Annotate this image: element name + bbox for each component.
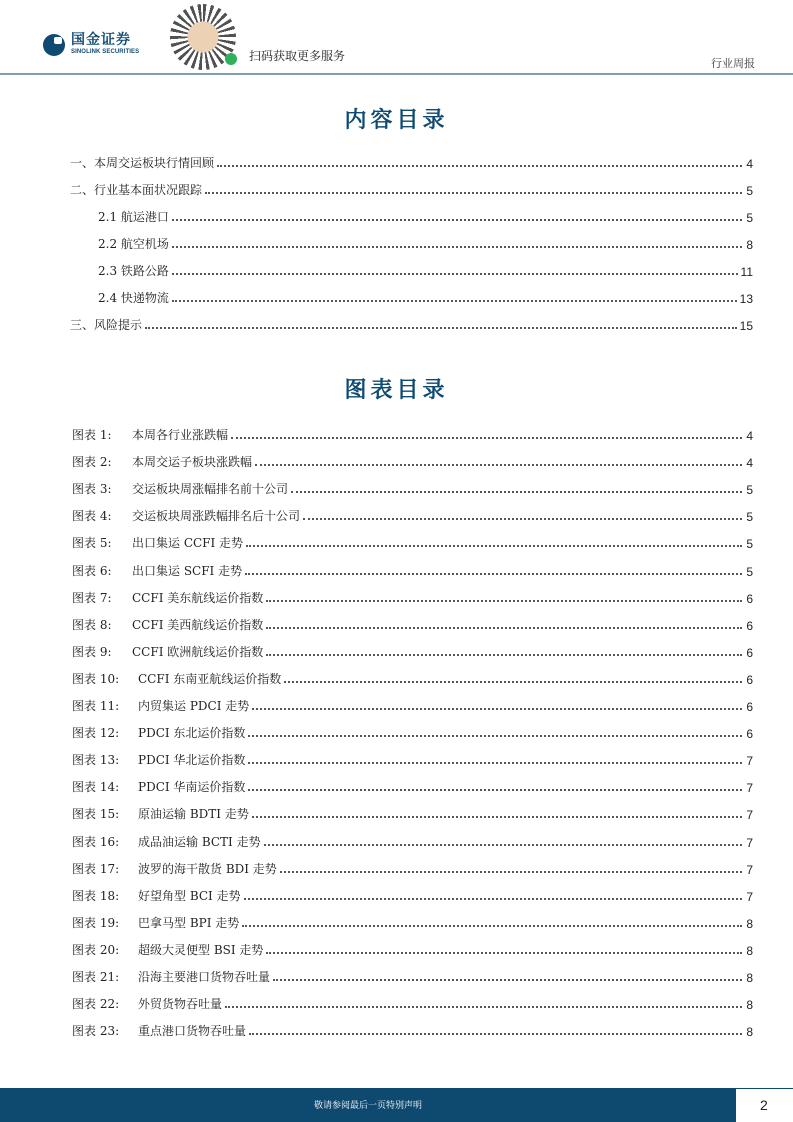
figure-entry[interactable] <box>72 777 753 795</box>
figure-entry[interactable] <box>72 994 753 1012</box>
figure-entry[interactable] <box>72 750 753 768</box>
figure-title: 巴拿马型 BPI 走势 <box>138 916 240 930</box>
figure-number: 图表 6: <box>72 564 112 578</box>
figure-page: 4 <box>746 456 753 470</box>
dot-leader <box>246 545 742 547</box>
sinolink-logo <box>43 33 139 56</box>
logo-text <box>71 33 139 56</box>
figure-entry[interactable] <box>72 913 753 931</box>
figure-title: 交运板块周涨幅排名前十公司 <box>132 482 289 496</box>
figure-title: 交运板块周涨跌幅排名后十公司 <box>132 509 301 523</box>
toc-entry-label: 2.1 航运港口 <box>98 210 169 224</box>
figure-entry[interactable] <box>72 561 753 579</box>
toc-entry-page: 11 <box>740 265 753 279</box>
dot-leader <box>284 681 742 683</box>
figure-page: 8 <box>746 1025 753 1039</box>
figure-title: CCFI 美东航线运价指数 <box>132 591 264 605</box>
figure-title: PDCI 东北运价指数 <box>138 726 246 740</box>
footer-divider <box>736 1088 793 1089</box>
figure-number: 图表 20: <box>72 943 120 957</box>
figure-number: 图表 5: <box>72 536 112 550</box>
figure-page: 7 <box>746 863 753 877</box>
toc-entry[interactable] <box>98 288 753 306</box>
dot-leader <box>266 654 742 656</box>
dot-leader <box>266 627 742 629</box>
dot-leader <box>248 762 742 764</box>
sinolink-logo-icon <box>43 34 65 56</box>
toc-entry-page: 8 <box>746 238 753 252</box>
toc-entry-page: 13 <box>739 292 753 306</box>
toc-entry-page: 5 <box>746 184 753 198</box>
toc-entry[interactable] <box>98 207 753 225</box>
figure-number: 图表 11: <box>72 699 120 713</box>
figure-entry[interactable] <box>72 940 753 958</box>
toc-entry[interactable] <box>70 180 753 198</box>
figure-page: 5 <box>746 565 753 579</box>
figure-page: 5 <box>746 510 753 524</box>
figure-number: 图表 3: <box>72 482 112 496</box>
logo-chinese-name: 国金证券 <box>71 32 131 48</box>
dot-leader <box>266 952 742 954</box>
figure-title: CCFI 欧洲航线运价指数 <box>132 645 264 659</box>
dot-leader <box>172 273 738 275</box>
dot-leader <box>231 437 742 439</box>
figure-entry[interactable] <box>72 588 753 606</box>
figure-title: PDCI 华北运价指数 <box>138 753 246 767</box>
figure-title: 超级大灵便型 BSI 走势 <box>138 943 264 957</box>
figure-entry[interactable] <box>72 886 753 904</box>
figure-page: 7 <box>746 836 753 850</box>
figure-number: 图表 18: <box>72 889 120 903</box>
figure-title: 本周交运子板块涨跌幅 <box>132 455 253 469</box>
figure-title: 外贸货物吞吐量 <box>138 997 223 1011</box>
figure-page: 8 <box>746 944 753 958</box>
dot-leader <box>145 327 737 329</box>
dot-leader <box>225 1006 742 1008</box>
toc-entry-label: 一、本周交运板块行情回顾 <box>70 156 215 170</box>
figure-page: 5 <box>746 483 753 497</box>
qr-caption: 扫码获取更多服务 <box>249 49 346 63</box>
figure-entry[interactable] <box>72 506 753 524</box>
toc-entry[interactable] <box>98 261 753 279</box>
figure-entry[interactable] <box>72 859 753 877</box>
figure-title: CCFI 东南亚航线运价指数 <box>138 672 282 686</box>
figure-page: 6 <box>746 673 753 687</box>
figure-entry[interactable] <box>72 479 753 497</box>
figure-number: 图表 2: <box>72 455 112 469</box>
figure-number: 图表 15: <box>72 807 120 821</box>
dot-leader <box>245 573 742 575</box>
dot-leader <box>172 219 742 221</box>
figure-title: 波罗的海干散货 BDI 走势 <box>138 862 277 876</box>
figure-page: 7 <box>746 754 753 768</box>
figure-entry[interactable] <box>72 967 753 985</box>
figure-number: 图表 9: <box>72 645 112 659</box>
toc-entry-page: 4 <box>746 157 753 171</box>
dot-leader <box>252 708 742 710</box>
figure-number: 图表 13: <box>72 753 120 767</box>
figure-title: 内贸集运 PDCI 走势 <box>138 699 250 713</box>
header-divider <box>0 73 793 75</box>
figure-title: PDCI 华南运价指数 <box>138 780 246 794</box>
figure-title: 重点港口货物吞吐量 <box>138 1024 247 1038</box>
figure-number: 图表 16: <box>72 835 120 849</box>
dot-leader <box>249 1033 742 1035</box>
dot-leader <box>217 165 742 167</box>
dot-leader <box>280 871 742 873</box>
figure-entry[interactable] <box>72 642 753 660</box>
figure-entry[interactable] <box>72 723 753 741</box>
figure-number: 图表 14: <box>72 780 120 794</box>
toc-entry[interactable] <box>70 315 753 333</box>
figure-entry[interactable] <box>72 696 753 714</box>
figure-number: 图表 1: <box>72 428 112 442</box>
figure-title: 出口集运 CCFI 走势 <box>132 536 244 550</box>
figure-page: 8 <box>746 998 753 1012</box>
dot-leader <box>266 600 742 602</box>
figure-page: 7 <box>746 781 753 795</box>
dot-leader <box>264 844 742 846</box>
figure-title: 成品油运输 BCTI 走势 <box>138 835 261 849</box>
toc-entry-label: 三、风险提示 <box>70 318 143 332</box>
figure-page: 7 <box>746 890 753 904</box>
figure-entry[interactable] <box>72 832 753 850</box>
dot-leader <box>248 735 742 737</box>
toc-entry-page: 5 <box>746 211 753 225</box>
page-number: 2 <box>760 1097 768 1113</box>
document-type-label: 行业周报 <box>711 57 755 70</box>
toc-entry[interactable] <box>98 234 753 252</box>
dot-leader <box>205 192 742 194</box>
dot-leader <box>303 518 742 520</box>
figure-title: CCFI 美西航线运价指数 <box>132 618 264 632</box>
figure-number: 图表 12: <box>72 726 120 740</box>
figure-number: 图表 17: <box>72 862 120 876</box>
figure-page: 8 <box>746 917 753 931</box>
page-header <box>0 0 793 75</box>
figure-entry[interactable] <box>72 615 753 633</box>
figure-page: 5 <box>746 537 753 551</box>
figure-title: 沿海主要港口货物吞吐量 <box>138 970 271 984</box>
contents-title: 内容目录 <box>344 107 449 133</box>
toc-entry-label: 2.4 快递物流 <box>98 291 169 305</box>
figure-entry[interactable] <box>72 452 753 470</box>
figure-number: 图表 23: <box>72 1024 120 1038</box>
figure-entry[interactable] <box>72 533 753 551</box>
figure-entry[interactable] <box>72 1021 753 1039</box>
toc-entry[interactable] <box>70 153 753 171</box>
dot-leader <box>273 979 742 981</box>
toc-entry-label: 2.3 铁路公路 <box>98 264 169 278</box>
figure-page: 6 <box>746 619 753 633</box>
toc-entry-label: 二、行业基本面状况跟踪 <box>70 183 203 197</box>
figure-page: 4 <box>746 429 753 443</box>
toc-entry-page: 15 <box>739 319 753 333</box>
figure-title: 好望角型 BCI 走势 <box>138 889 241 903</box>
figure-page: 7 <box>746 808 753 822</box>
dot-leader <box>244 898 742 900</box>
figure-number: 图表 4: <box>72 509 112 523</box>
dot-leader <box>172 300 737 302</box>
figure-page: 6 <box>746 700 753 714</box>
figure-page: 6 <box>746 592 753 606</box>
dot-leader <box>242 925 742 927</box>
dot-leader <box>172 246 742 248</box>
figure-entry[interactable] <box>72 425 753 443</box>
figures-title: 图表目录 <box>344 377 449 403</box>
dot-leader <box>255 464 742 466</box>
figure-number: 图表 22: <box>72 997 120 1011</box>
figure-title: 出口集运 SCFI 走势 <box>132 564 243 578</box>
logo-english-name: SINOLINK SECURITIES <box>71 49 140 55</box>
dot-leader <box>252 816 742 818</box>
footer-disclaimer: 敬请参阅最后一页特别声明 <box>313 1101 422 1111</box>
figure-number: 图表 21: <box>72 970 120 984</box>
figure-title: 本周各行业涨跌幅 <box>132 428 229 442</box>
toc-entry-label: 2.2 航空机场 <box>98 237 169 251</box>
figure-page: 6 <box>746 646 753 660</box>
figure-page: 6 <box>746 727 753 741</box>
figure-title: 原油运输 BDTI 走势 <box>138 807 249 821</box>
figure-number: 图表 8: <box>72 618 112 632</box>
figure-number: 图表 19: <box>72 916 120 930</box>
figure-entry[interactable] <box>72 804 753 822</box>
mini-program-icon <box>225 53 237 65</box>
dot-leader <box>291 491 742 493</box>
dot-leader <box>248 789 742 791</box>
figure-entry[interactable] <box>72 669 753 687</box>
figure-number: 图表 10: <box>72 672 120 686</box>
figure-page: 8 <box>746 971 753 985</box>
figure-number: 图表 7: <box>72 591 112 605</box>
